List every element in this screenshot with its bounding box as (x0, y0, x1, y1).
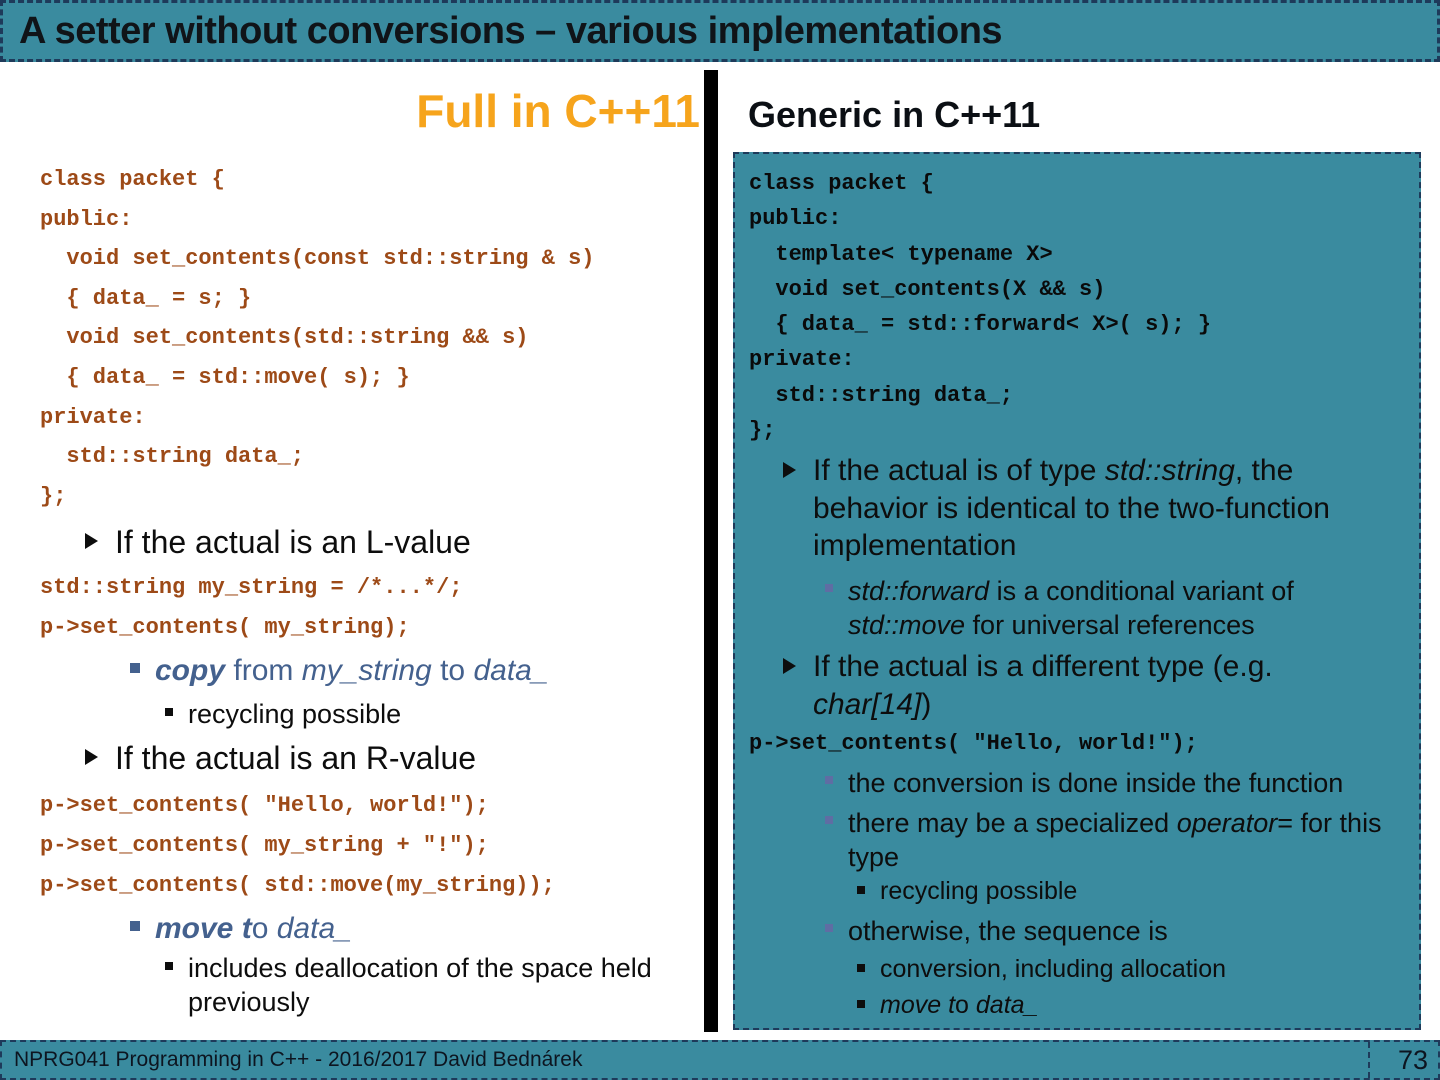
bullet-dealloc-text: includes deallocation of the space held previously (188, 953, 652, 1017)
triangle-bullet-icon (85, 533, 98, 549)
bullet-string-type-text: If the actual is of type std::string, the behavior is identical to the two-function implementation (813, 454, 1330, 562)
bullet-forward-text: std::forward is a conditional variant of std::move for universal references (848, 576, 1294, 640)
bullet-lvalue (85, 524, 471, 561)
bullet-allocation (857, 954, 1226, 985)
bullet-rvalue (85, 740, 476, 777)
bullet-different-type-text: If the actual is a different type (e.g. char[14]) (813, 650, 1273, 721)
square-bullet-icon (825, 584, 833, 592)
bullet-copy-text: copy from my_string to data_ (155, 654, 549, 687)
slide-footer (0, 1040, 1440, 1080)
bullet-move-text: move to data_ (155, 912, 352, 945)
bullet-operator-text: there may be a specialized operator= for this type (848, 808, 1382, 872)
bullet-rvalue-text: If the actual is an R-value (115, 740, 477, 776)
bullet-forward (825, 574, 1335, 642)
bullet-recycling-right (857, 876, 1077, 907)
bullet-conversion-inside (825, 766, 1395, 800)
right-code-class-definition: class packet { public: template< typename X> void set_contents(X && s) { data_ = std::forward< X>( s); } private: std::string data_; }; (749, 171, 1212, 444)
bullet-lvalue-text: If the actual is an L-value (115, 524, 471, 560)
square-bullet-icon (857, 1000, 865, 1008)
bullet-otherwise (825, 914, 1168, 948)
generic-implementation-panel (733, 152, 1421, 1030)
bullet-dealloc (165, 952, 685, 1019)
footer-course-text: NPRG041 Programming in C++ - 2016/2017 David Bednárek (14, 1048, 583, 1071)
square-bullet-icon (130, 663, 140, 673)
slide-title: A setter without conversions – various implementations (19, 9, 1003, 52)
right-column-heading: Generic in C++11 (748, 94, 1041, 135)
square-bullet-icon (130, 921, 140, 931)
left-column-heading: Full in C++11 (416, 85, 700, 137)
square-bullet-icon (825, 776, 833, 784)
square-bullet-icon (165, 962, 173, 970)
bullet-move-right (857, 990, 1038, 1021)
left-code-rvalue-calls: p->set_contents( "Hello, world!"); p->set_contents( my_string + "!"); p->set_contents( std::move(my_string)); (40, 793, 555, 898)
triangle-bullet-icon (783, 462, 796, 478)
square-bullet-icon (857, 886, 865, 894)
triangle-bullet-icon (783, 658, 796, 674)
right-code-call: p->set_contents( "Hello, world!"); (749, 731, 1198, 756)
bullet-allocation-text: conversion, including allocation (880, 955, 1227, 983)
bullet-different-type (783, 648, 1368, 723)
column-divider (704, 70, 718, 1032)
square-bullet-icon (165, 708, 173, 716)
bullet-recycling-left-text: recycling possible (188, 699, 402, 729)
bullet-string-type (783, 452, 1368, 565)
bullet-copy (130, 652, 549, 689)
left-code-lvalue-calls: std::string my_string = /*...*/; p->set_contents( my_string); (40, 575, 463, 640)
square-bullet-icon (825, 816, 833, 824)
page-number: 73 (1368, 1042, 1438, 1078)
triangle-bullet-icon (85, 749, 98, 765)
bullet-move (130, 910, 352, 947)
bullet-operator (825, 806, 1395, 874)
left-code-class-definition: class packet { public: void set_contents(const std::string & s) { data_ = s; } void set_contents(std::string && s) { data_ = std::move( s); } private: std::string data_; }; (40, 167, 595, 509)
bullet-recycling-right-text: recycling possible (880, 877, 1078, 905)
square-bullet-icon (825, 924, 833, 932)
slide-title-bar (0, 0, 1440, 62)
bullet-conversion-inside-text: the conversion is done inside the function (848, 768, 1344, 798)
bullet-otherwise-text: otherwise, the sequence is (848, 916, 1168, 946)
bullet-move-right-text: move to data_ (880, 991, 1039, 1019)
bullet-recycling-left (165, 698, 401, 732)
square-bullet-icon (857, 964, 865, 972)
